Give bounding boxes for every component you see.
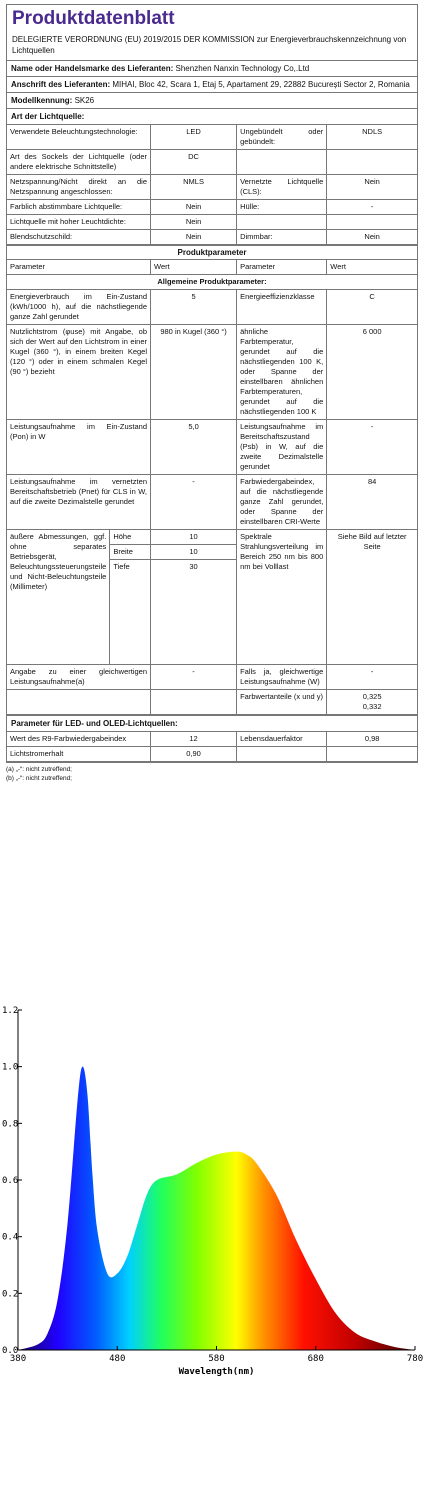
value-cell: - <box>327 420 417 475</box>
param-cell: Lichtquelle mit hoher Leuchtdichte: <box>7 215 151 230</box>
value-cell: Siehe Bild auf letzter Seite <box>327 530 417 665</box>
y-tick-label: 0.0 <box>2 1346 19 1356</box>
param-cell: Farbwiedergabeindex, auf die nächstliegende ganze Zahl gerundet, oder Spanne der einstellbaren CRI-Werte <box>237 475 327 530</box>
param-cell: Vernetzte Lichtquelle (CLS): <box>237 175 327 200</box>
param-cell: Farblich abstimmbare Lichtquelle: <box>7 200 151 215</box>
param-cell <box>237 150 327 175</box>
dim-label-depth: Tiefe <box>113 562 130 571</box>
column-header: Wert <box>327 260 417 275</box>
table-row <box>7 230 417 245</box>
x-tick-label: 380 <box>9 1354 27 1364</box>
param-cell: Nutzlichtstrom (φuse) mit Angabe, ob sich der Wert auf den Lichtstrom in einer Kugel (360 °), in einem breiten Kegel (120 °) oder in einem schmalen Kegel (90 °) bezieht <box>7 325 151 420</box>
led-params-title: Parameter für LED- und OLED-Lichtquellen: <box>7 715 417 732</box>
product-params-title: Produktparameter <box>7 245 417 260</box>
dimensions-label: äußere Abmessungen, ggf. ohne separates Betriebsgerät, Beleuchtungssteuerungsteile und Nicht-Beleuchtungsteile (Millimeter) <box>7 530 110 664</box>
value-cell: 6 000 <box>327 325 417 420</box>
y-tick-label: 0.2 <box>2 1289 19 1300</box>
spectrum-area <box>18 1067 415 1350</box>
value-cell <box>151 690 237 715</box>
spectrum-chart-svg <box>0 990 425 1390</box>
led-params-table <box>7 732 417 762</box>
x-axis-label: Wavelength(nm) <box>178 1367 255 1377</box>
value-cell: C <box>327 290 417 325</box>
dimensions-row <box>7 530 417 665</box>
param-cell: Lichtstromerhalt <box>7 747 151 762</box>
dim-value-width: 10 <box>151 545 236 560</box>
param-cell: Energieeffizienzklasse <box>237 290 327 325</box>
product-params-table <box>7 260 417 715</box>
y-tick-label: 1.0 <box>2 1062 19 1073</box>
value-cell: - <box>151 665 237 690</box>
param-cell: Angabe zu einer gleichwertigen Leistungsaufnahme(a) <box>7 665 151 690</box>
param-cell <box>237 747 327 762</box>
supplier-name-row <box>7 61 417 77</box>
param-cell: Hülle: <box>237 200 327 215</box>
y-tick-label: 1.2 <box>2 1006 19 1016</box>
value-cell: 12 <box>151 732 237 747</box>
value-cell <box>327 747 417 762</box>
param-cell: Falls ja, gleichwertige Leistungsaufnahme (W) <box>237 665 327 690</box>
value-cell: DC <box>151 150 237 175</box>
value-cell: NMLS <box>151 175 237 200</box>
general-params-title: Allgemeine Produktparameter: <box>7 275 417 290</box>
param-cell: Leistungsaufnahme im vernetzten Bereitschaftsbetrieb (Pnet) für CLS in W, auf die zweite Dezimalstelle gerundet <box>7 475 151 530</box>
param-cell <box>7 690 151 715</box>
param-cell: ähnliche Farbtemperatur, gerundet auf die nächstliegenden 100 K, oder Spanne der einstellbaren ähnlichen Farbtemperaturen, gerundet auf die nächstliegenden 100 K <box>237 325 327 420</box>
y-tick-label: 0.6 <box>2 1176 19 1186</box>
value-cell: - <box>327 200 417 215</box>
param-cell: Lebensdauerfaktor <box>237 732 327 747</box>
column-header-row <box>7 260 417 275</box>
footnote-a: (a) „-“: nicht zutreffend; <box>6 766 72 773</box>
dim-label-width: Breite <box>110 545 150 560</box>
value-cell: 5 <box>151 290 237 325</box>
y-tick-label: 0.4 <box>2 1232 19 1243</box>
doc-subtitle: DELEGIERTE VERORDNUNG (EU) 2019/2015 DER KOMMISSION zur Energieverbrauchskennzeichnung von Lichtquellen <box>12 35 407 55</box>
value-cell: 0,98 <box>327 732 417 747</box>
param-cell: Energieverbrauch im Ein-Zustand (kWh/1000 h), auf die nächstliegende ganze Zahl gerundet <box>7 290 151 325</box>
light-type-section: Art der Lichtquelle: <box>7 109 417 125</box>
table-row <box>7 732 417 747</box>
value-cell: Nein <box>327 230 417 245</box>
model-value: SK26 <box>74 96 95 105</box>
x-tick-label: 680 <box>307 1354 324 1364</box>
value-cell: Nein <box>151 230 237 245</box>
footnotes <box>6 765 72 783</box>
param-cell: Leistungsaufnahme im Bereitschaftszustand (Psb) in W, auf die zweite Dezimalstelle gerundet <box>237 420 327 475</box>
spectrum-chart <box>0 990 425 1395</box>
dimensions-cell <box>7 530 151 665</box>
table-row <box>7 175 417 200</box>
param-cell <box>237 215 327 230</box>
value-cell <box>327 150 417 175</box>
model-label: Modellkennung: <box>11 96 73 105</box>
column-header: Wert <box>151 260 237 275</box>
value-cell: Nein <box>151 200 237 215</box>
table-row <box>7 150 417 175</box>
table-row <box>7 325 417 420</box>
table-row <box>7 420 417 475</box>
dim-label-height: Höhe <box>110 530 150 545</box>
doc-title: Produktdatenblatt <box>12 8 175 29</box>
value-cell: LED <box>151 125 237 150</box>
table-row <box>7 215 417 230</box>
supplier-address-value: MIHAI, Bloc 42, Scara 1, Etaj 5, Apartament 29, 22882 București Sector 2, Romania <box>112 80 410 89</box>
param-cell: Leistungsaufnahme im Ein-Zustand (Pon) in W <box>7 420 151 475</box>
value-cell: 0,90 <box>151 747 237 762</box>
table-row <box>7 747 417 762</box>
value-cell: NDLS <box>327 125 417 150</box>
supplier-address-label: Anschrift des Lieferanten: <box>11 80 111 89</box>
footnote-b: (b) „-“: nicht zutreffend; <box>6 775 72 782</box>
table-row <box>7 290 417 325</box>
model-row <box>7 93 417 109</box>
x-tick-label: 780 <box>406 1354 424 1364</box>
param-cell: Spektrale Strahlungsverteilung im Bereich 250 nm bis 800 nm bei Volllast <box>237 530 327 665</box>
value-cell: Nein <box>151 215 237 230</box>
table-row <box>7 665 417 690</box>
product-datasheet <box>6 4 418 763</box>
supplier-name-label: Name oder Handelsmarke des Lieferanten: <box>11 64 174 73</box>
param-cell: Art des Sockels der Lichtquelle (oder andere elektrische Schnittstelle) <box>7 150 151 175</box>
param-cell: Wert des R9-Farbwiedergabeindex <box>7 732 151 747</box>
dim-value-depth: 30 <box>189 562 198 571</box>
table-row <box>7 200 417 215</box>
value-cell: 5,0 <box>151 420 237 475</box>
value-cell: - <box>151 475 237 530</box>
value-cell: 0,325 0,332 <box>327 690 417 715</box>
column-header: Parameter <box>7 260 151 275</box>
value-cell: Nein <box>327 175 417 200</box>
param-cell: Verwendete Beleuchtungstechnologie: <box>7 125 151 150</box>
x-tick-label: 480 <box>109 1354 126 1364</box>
value-cell <box>327 215 417 230</box>
supplier-address-row <box>7 77 417 93</box>
table-row <box>7 690 417 715</box>
y-tick-label: 0.8 <box>2 1119 19 1130</box>
param-cell: Ungebündelt oder gebündelt: <box>237 125 327 150</box>
table-row <box>7 475 417 530</box>
dim-value-height: 10 <box>151 530 236 545</box>
value-cell: - <box>327 665 417 690</box>
param-cell: Blendschutzschild: <box>7 230 151 245</box>
param-cell: Farbwertanteile (x und y) <box>237 690 327 715</box>
supplier-name-value: Shenzhen Nanxin Technology Co,.Ltd <box>175 64 310 73</box>
value-cell: 84 <box>327 475 417 530</box>
light-type-table <box>7 125 417 245</box>
table-row <box>7 125 417 150</box>
title-box <box>7 5 417 61</box>
dimensions-values <box>151 530 237 665</box>
param-cell: Dimmbar: <box>237 230 327 245</box>
param-cell: Netzspannung/Nicht direkt an die Netzspannung angeschlossen: <box>7 175 151 200</box>
column-header: Parameter <box>237 260 327 275</box>
value-cell: 980 in Kugel (360 °) <box>151 325 237 420</box>
x-tick-label: 580 <box>208 1354 225 1364</box>
